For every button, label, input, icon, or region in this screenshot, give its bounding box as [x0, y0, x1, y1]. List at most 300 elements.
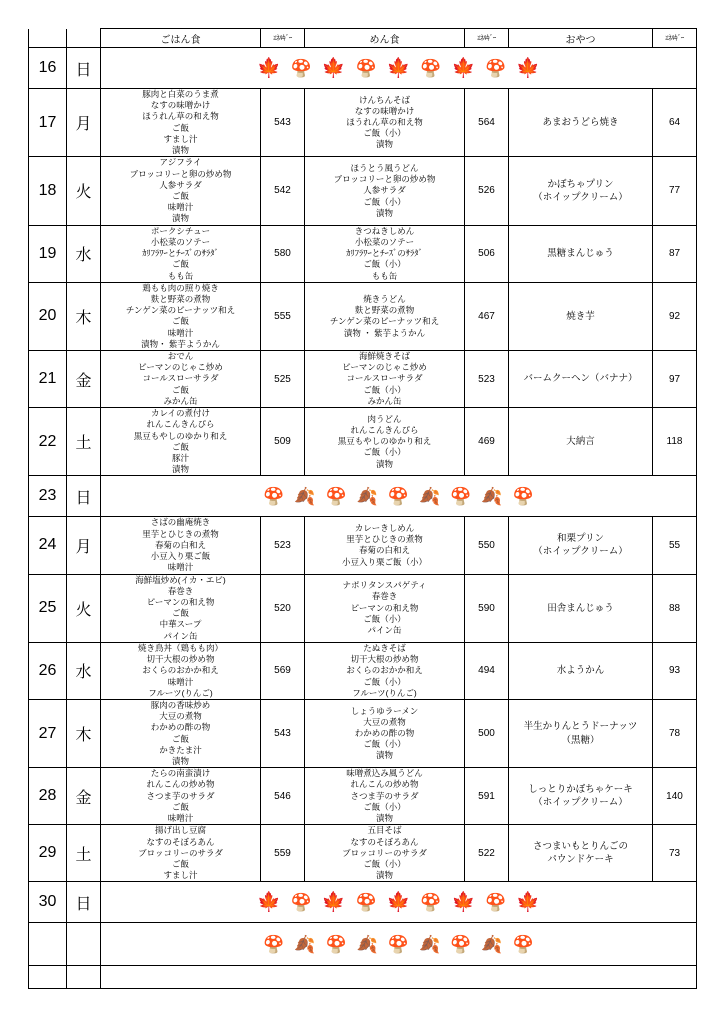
day-of-week: 木 — [67, 282, 101, 350]
table-row — [29, 48, 697, 89]
dish-line: ピーマンの和え物 — [350, 602, 419, 613]
energy-noodle-value: 467 — [465, 282, 509, 350]
energy-noodle-value: 522 — [465, 825, 509, 882]
noodle-meal-cell — [305, 825, 465, 882]
rice-meal-cell — [101, 282, 261, 350]
energy-rice-value: 569 — [261, 642, 305, 699]
energy-noodle-value: 500 — [465, 699, 509, 767]
dish-line: たぬきそば — [363, 642, 406, 653]
dish-line: 小松菜のソテー — [150, 236, 211, 247]
dish-line: ｶﾘﾌﾗﾜｰとﾁｰｽﾞのｻﾗﾀﾞ — [142, 248, 219, 259]
dish-line: 肉うどん — [367, 413, 402, 424]
day-number: 25 — [29, 574, 67, 642]
dish-line: 豚汁 — [171, 453, 189, 463]
header-energy-noodle: ｴﾈﾙｷﾞｰ — [465, 29, 509, 48]
snack-cell — [509, 225, 653, 282]
dish-line: ご飯 — [171, 608, 189, 619]
dfly-icon: 🍂 — [419, 486, 441, 506]
dish-line: 漬物 — [375, 207, 393, 218]
table-row — [29, 408, 697, 476]
energy-snack-value: 118 — [653, 408, 697, 476]
dish-line: ほうれん草の和え物 — [142, 111, 219, 122]
snack-line: さつまいもとりんごの — [532, 841, 628, 853]
leaf-icon: 🍁 — [386, 891, 411, 913]
snack-cell — [509, 89, 653, 157]
energy-snack-value: 97 — [653, 351, 697, 408]
dfly-icon: 🍂 — [294, 486, 316, 506]
energy-snack-value: 92 — [653, 282, 697, 350]
dish-line: カレイの煮付け — [150, 408, 211, 419]
day-of-week: 月 — [67, 517, 101, 574]
dish-line: 春菊の白和え — [358, 545, 410, 556]
energy-noodle-value: 564 — [465, 89, 509, 157]
energy-rice-value: 555 — [261, 282, 305, 350]
day-of-week: 月 — [67, 89, 101, 157]
snack-line: 田舎まんじゅう — [547, 602, 614, 614]
dish-line: ブロッコリーと卵の炒め物 — [333, 174, 436, 185]
dish-line: ご飯 — [171, 122, 189, 133]
header-row — [29, 29, 697, 48]
noodle-meal-cell — [305, 89, 465, 157]
day-number: 27 — [29, 699, 67, 767]
menu-table — [28, 28, 697, 989]
snack-line: 和栗プリン — [556, 533, 605, 545]
mush-icon: 🍄 — [512, 486, 534, 506]
dish-line: ご飯 — [171, 859, 189, 869]
dish-line: ほうとう風うどん — [350, 162, 419, 173]
day-number: 24 — [29, 517, 67, 574]
dish-line: なすの味噌かけ — [150, 100, 211, 111]
dish-line: 漬物 — [375, 750, 393, 761]
energy-rice-value: 546 — [261, 768, 305, 825]
snack-line: 焼き芋 — [566, 310, 595, 322]
dish-line: しょうゆラーメン — [350, 705, 419, 716]
dish-line: 人参サラダ — [159, 179, 202, 190]
dish-line: 中華スープ — [159, 619, 202, 630]
table-row — [29, 157, 697, 225]
snack-line: しっとりかぼちゃケーキ — [528, 784, 633, 795]
table-body — [29, 48, 697, 989]
dish-line: パイン缶 — [367, 625, 402, 636]
energy-snack-value: 73 — [653, 825, 697, 882]
leaf-icon: 🍁 — [516, 891, 541, 913]
dish-line: なすのそぼろあん — [350, 836, 419, 847]
table-header — [29, 29, 697, 48]
dish-line: 漬物・ 紫芋ようかん — [141, 338, 220, 349]
dish-line: ピーマンの和え物 — [146, 596, 215, 607]
day-of-week: 火 — [67, 157, 101, 225]
dish-line: ご飯（小） — [363, 859, 406, 869]
noodle-meal-cell — [305, 574, 465, 642]
dish-line: カレーきしめん — [354, 523, 415, 534]
dish-line: ご飯（小） — [363, 128, 406, 139]
rice-meal-cell — [101, 157, 261, 225]
day-of-week: 日 — [67, 48, 101, 89]
snack-cell — [509, 574, 653, 642]
dish-line: なすのそぼろあん — [146, 836, 215, 847]
day-of-week: 金 — [67, 768, 101, 825]
header-day — [29, 29, 67, 48]
dish-line: きつねきしめん — [354, 225, 415, 236]
dish-line: 豚肉の香味炒め — [150, 699, 211, 710]
mush-icon: 🍄 — [290, 892, 312, 912]
dish-line: ブロッコリーのサラダ — [138, 847, 223, 858]
dish-line: ご飯 — [171, 801, 189, 812]
dish-line: なすの味噌かけ — [354, 105, 415, 116]
dish-line: 麩と野菜の煮物 — [150, 293, 211, 304]
decorative-strip — [101, 48, 697, 89]
dish-line: もも缶 — [371, 270, 398, 281]
day-of-week — [67, 966, 101, 989]
dish-line: みかん缶 — [163, 395, 198, 406]
energy-noodle-value: 523 — [465, 351, 509, 408]
energy-rice-value: 509 — [261, 408, 305, 476]
dish-line: れんこんの炒め物 — [350, 779, 419, 790]
energy-snack-value: 88 — [653, 574, 697, 642]
dish-line: 里芋とひじきの煮物 — [142, 528, 219, 539]
table-row — [29, 351, 697, 408]
dish-line: 漬物 ・ 紫芋ようかん — [343, 327, 426, 338]
dish-line: かきたま汁 — [159, 744, 202, 755]
dish-line: 海鮮塩炒め(イカ・エビ) — [135, 574, 226, 585]
dish-line: 切干大根の炒め物 — [146, 654, 215, 665]
table-row — [29, 282, 697, 350]
noodle-meal-cell — [305, 408, 465, 476]
rice-meal-cell — [101, 225, 261, 282]
snack-line: （ホイップクリーム） — [533, 191, 628, 203]
dish-line: ご飯（小） — [363, 801, 406, 812]
dish-line: 味噌汁 — [167, 676, 194, 687]
leaf-icon: 🍁 — [451, 57, 476, 79]
rice-meal-cell — [101, 768, 261, 825]
dish-line: ご飯 — [171, 441, 189, 452]
day-of-week — [67, 923, 101, 966]
dish-line: ｶﾘﾌﾗﾜｰとﾁｰｽﾞのｻﾗﾀﾞ — [346, 248, 423, 259]
decorative-strip — [101, 882, 697, 923]
dish-line: 漬物 — [375, 458, 393, 469]
dish-line: ご飯（小） — [363, 259, 406, 270]
dish-line: 漬物 — [171, 145, 189, 156]
mush-icon: 🍄 — [450, 486, 472, 506]
energy-snack-value: 93 — [653, 642, 697, 699]
mush-icon: 🍄 — [485, 892, 507, 912]
mush-icon: 🍄 — [355, 58, 377, 78]
dish-line: 焼き鳥丼（鶏もも肉） — [137, 642, 223, 653]
dish-line: チンゲン菜のピーナッツ和え — [329, 316, 440, 327]
dish-line: さばの幽庵焼き — [150, 517, 211, 528]
snack-line: 大納言 — [566, 436, 595, 448]
energy-noodle-value: 526 — [465, 157, 509, 225]
energy-rice-value: 543 — [261, 699, 305, 767]
snack-line: （黒糖） — [561, 734, 600, 746]
dish-line: 海鮮焼きそば — [358, 351, 410, 362]
day-of-week: 日 — [67, 882, 101, 923]
snack-line: 水ようかん — [556, 665, 605, 677]
table-row — [29, 574, 697, 642]
day-number: 19 — [29, 225, 67, 282]
mush-icon: 🍄 — [450, 934, 472, 954]
energy-noodle-value: 506 — [465, 225, 509, 282]
leaf-icon: 🍁 — [386, 57, 411, 79]
noodle-meal-cell — [305, 642, 465, 699]
dish-line: ピーマンのじゃこ炒め — [342, 362, 427, 373]
dish-line: ご飯 — [171, 259, 189, 270]
dish-line: 麩と野菜の煮物 — [354, 305, 415, 316]
decoration-row — [101, 923, 696, 965]
dish-line: 漬物 — [375, 139, 393, 150]
dish-line: ご飯（小） — [363, 447, 406, 458]
noodle-meal-cell — [305, 282, 465, 350]
table-row — [29, 225, 697, 282]
dish-line: 漬物 — [171, 213, 189, 224]
day-of-week: 日 — [67, 476, 101, 517]
decoration-row — [101, 476, 696, 516]
energy-noodle-value: 469 — [465, 408, 509, 476]
decorative-strip — [101, 923, 697, 966]
energy-noodle-value: 494 — [465, 642, 509, 699]
dish-line: れんこんの炒め物 — [146, 779, 215, 790]
mush-icon: 🍄 — [512, 934, 534, 954]
dish-line: れんこんきんぴら — [350, 424, 419, 435]
table-row — [29, 923, 697, 966]
dish-line: 小豆入り栗ご飯（小） — [341, 556, 427, 567]
table-row — [29, 699, 697, 767]
dish-line: ご飯（小） — [363, 739, 406, 750]
day-number: 18 — [29, 157, 67, 225]
dish-line: さつま芋のサラダ — [350, 790, 419, 801]
dish-line: ナポリタンスパゲティ — [342, 580, 427, 591]
rice-meal-cell — [101, 699, 261, 767]
header-snack: おやつ — [509, 29, 653, 48]
energy-noodle-value: 591 — [465, 768, 509, 825]
dish-line: 小豆入り栗ご飯 — [150, 551, 211, 562]
dish-line: 豚肉と白菜のうま煮 — [142, 89, 219, 99]
snack-cell — [509, 642, 653, 699]
table-row — [29, 89, 697, 157]
snack-line: パウンドケーキ — [547, 854, 614, 866]
dish-line: 人参サラダ — [363, 185, 406, 196]
dfly-icon: 🍂 — [294, 934, 316, 954]
energy-snack-value: 64 — [653, 89, 697, 157]
dish-line: おくらのおかか和え — [142, 665, 219, 676]
day-of-week: 木 — [67, 699, 101, 767]
dish-line: 切干大根の炒め物 — [350, 654, 419, 665]
rice-meal-cell — [101, 642, 261, 699]
day-number — [29, 966, 67, 989]
dish-line: 漬物 — [375, 813, 393, 824]
dish-line: コールスローサラダ — [142, 373, 219, 384]
dish-line: 味噌汁 — [167, 202, 194, 213]
dish-line: フルーツ(りんご) — [352, 687, 417, 698]
day-of-week: 金 — [67, 351, 101, 408]
mush-icon: 🍄 — [325, 934, 347, 954]
dfly-icon: 🍂 — [481, 934, 503, 954]
mush-icon: 🍄 — [420, 892, 442, 912]
leaf-icon: 🍁 — [256, 57, 281, 79]
day-number: 17 — [29, 89, 67, 157]
noodle-meal-cell — [305, 225, 465, 282]
leaf-icon: 🍁 — [321, 57, 346, 79]
energy-rice-value: 523 — [261, 517, 305, 574]
header-energy-rice: ｴﾈﾙｷﾞｰ — [261, 29, 305, 48]
rice-meal-cell — [101, 351, 261, 408]
day-number: 16 — [29, 48, 67, 89]
table-row — [29, 882, 697, 923]
dish-line: ご飯 — [171, 190, 189, 201]
dish-line: 小松菜のソテー — [354, 236, 415, 247]
dish-line: 五目そば — [367, 825, 402, 836]
day-number: 22 — [29, 408, 67, 476]
dish-line: ご飯（小） — [363, 196, 406, 207]
dish-line: チンゲン菜のピーナッツ和え — [125, 305, 236, 316]
header-noodle-meal: めん食 — [305, 29, 465, 48]
table-row — [29, 825, 697, 882]
dish-line: 大豆の煮物 — [159, 711, 202, 722]
rice-meal-cell — [101, 574, 261, 642]
day-of-week: 土 — [67, 408, 101, 476]
noodle-meal-cell — [305, 768, 465, 825]
energy-snack-value: 78 — [653, 699, 697, 767]
day-number: 26 — [29, 642, 67, 699]
dish-line: 大豆の煮物 — [363, 716, 406, 727]
dfly-icon: 🍂 — [356, 934, 378, 954]
dish-line: おでん — [167, 351, 194, 362]
noodle-meal-cell — [305, 351, 465, 408]
dish-line: わかめの酢の物 — [150, 722, 211, 733]
day-of-week: 水 — [67, 225, 101, 282]
energy-rice-value: 525 — [261, 351, 305, 408]
leaf-icon: 🍁 — [451, 891, 476, 913]
leaf-icon: 🍁 — [256, 891, 281, 913]
energy-rice-value: 520 — [261, 574, 305, 642]
mush-icon: 🍄 — [263, 934, 285, 954]
snack-line: （ホイップクリーム） — [533, 797, 628, 809]
noodle-meal-cell — [305, 699, 465, 767]
dish-line: 春菊の白和え — [154, 539, 206, 550]
dish-line: みかん缶 — [367, 395, 402, 406]
header-dow — [67, 29, 101, 48]
dish-line: 里芋とひじきの煮物 — [346, 534, 423, 545]
day-of-week: 水 — [67, 642, 101, 699]
energy-noodle-value: 590 — [465, 574, 509, 642]
snack-line: 半生かりんとうドーナッツ — [523, 721, 638, 733]
mush-icon: 🍄 — [290, 58, 312, 78]
energy-snack-value: 140 — [653, 768, 697, 825]
day-number: 28 — [29, 768, 67, 825]
mush-icon: 🍄 — [263, 486, 285, 506]
table-row — [29, 768, 697, 825]
day-number: 30 — [29, 882, 67, 923]
table-row — [29, 642, 697, 699]
dish-line: ご飯 — [171, 733, 189, 744]
snack-cell — [509, 351, 653, 408]
dish-line: れんこんきんぴら — [146, 419, 215, 430]
dish-line: 味噌煮込み風うどん — [346, 768, 423, 779]
snack-cell — [509, 282, 653, 350]
dish-line: ご飯（小） — [363, 613, 406, 624]
dish-line: さつま芋のサラダ — [146, 790, 215, 801]
noodle-meal-cell — [305, 517, 465, 574]
rice-meal-cell — [101, 517, 261, 574]
snack-line: （ホイップクリーム） — [533, 546, 628, 558]
table-row — [29, 517, 697, 574]
mush-icon: 🍄 — [355, 892, 377, 912]
decoration-row — [101, 882, 696, 922]
decoration-row — [101, 48, 696, 88]
rice-meal-cell — [101, 89, 261, 157]
dish-line: けんちんそば — [358, 94, 410, 105]
day-number: 29 — [29, 825, 67, 882]
dish-line: わかめの酢の物 — [354, 727, 415, 738]
dish-line: 味噌汁 — [167, 327, 194, 338]
energy-snack-value: 55 — [653, 517, 697, 574]
dish-line: ご飯（小） — [363, 384, 406, 395]
dish-line: コールスローサラダ — [346, 373, 423, 384]
mush-icon: 🍄 — [325, 486, 347, 506]
dish-line: ピーマンのじゃこ炒め — [138, 362, 223, 373]
day-number: 23 — [29, 476, 67, 517]
dish-line: 黒豆もやしのゆかり和え — [337, 436, 432, 447]
dish-line: 春巻き — [167, 585, 194, 596]
decorative-strip — [101, 476, 697, 517]
snack-cell — [509, 768, 653, 825]
day-number — [29, 923, 67, 966]
energy-snack-value: 87 — [653, 225, 697, 282]
snack-line: かぼちゃプリン — [547, 178, 614, 190]
dish-line: パイン缶 — [163, 630, 198, 641]
empty-cell — [101, 966, 697, 989]
header-energy-snack: ｴﾈﾙｷﾞｰ — [653, 29, 697, 48]
energy-rice-value: 559 — [261, 825, 305, 882]
table-row — [29, 476, 697, 517]
dish-line: 漬物 — [375, 870, 393, 881]
dish-line: ブロッコリーと卵の炒め物 — [129, 168, 232, 179]
dish-line: ご飯 — [171, 384, 189, 395]
dfly-icon: 🍂 — [481, 486, 503, 506]
dfly-icon: 🍂 — [356, 486, 378, 506]
energy-rice-value: 543 — [261, 89, 305, 157]
day-number: 21 — [29, 351, 67, 408]
day-number: 20 — [29, 282, 67, 350]
snack-cell — [509, 825, 653, 882]
dish-line: たらの南蛮漬け — [150, 768, 211, 779]
mush-icon: 🍄 — [387, 486, 410, 506]
dish-line: 揚げ出し豆腐 — [154, 825, 206, 836]
snack-line: あまおうどら焼き — [542, 117, 619, 128]
dish-line: ご飯（小） — [363, 676, 406, 687]
dish-line: 味噌汁 — [167, 813, 194, 824]
dish-line: おくらのおかか和え — [346, 665, 423, 676]
dish-line: もも缶 — [167, 270, 194, 281]
dish-line: 鶏もも肉の照り焼き — [142, 282, 219, 293]
mush-icon: 🍄 — [420, 58, 442, 78]
snack-cell — [509, 517, 653, 574]
energy-snack-value: 77 — [653, 157, 697, 225]
dish-line: 焼きうどん — [363, 293, 406, 304]
table-row — [29, 966, 697, 989]
energy-rice-value: 542 — [261, 157, 305, 225]
snack-line: 黒糖まんじゅう — [547, 248, 614, 260]
dish-line: アジフライ — [159, 157, 202, 168]
dish-line: 漬物 — [171, 756, 189, 767]
leaf-icon: 🍁 — [321, 891, 346, 913]
leaf-icon: 🍁 — [516, 57, 541, 79]
snack-line: バームクーヘン（バナナ） — [523, 373, 638, 385]
snack-cell — [509, 157, 653, 225]
dish-line: すまし汁 — [163, 870, 198, 881]
snack-cell — [509, 408, 653, 476]
dish-line: 味噌汁 — [167, 562, 194, 573]
